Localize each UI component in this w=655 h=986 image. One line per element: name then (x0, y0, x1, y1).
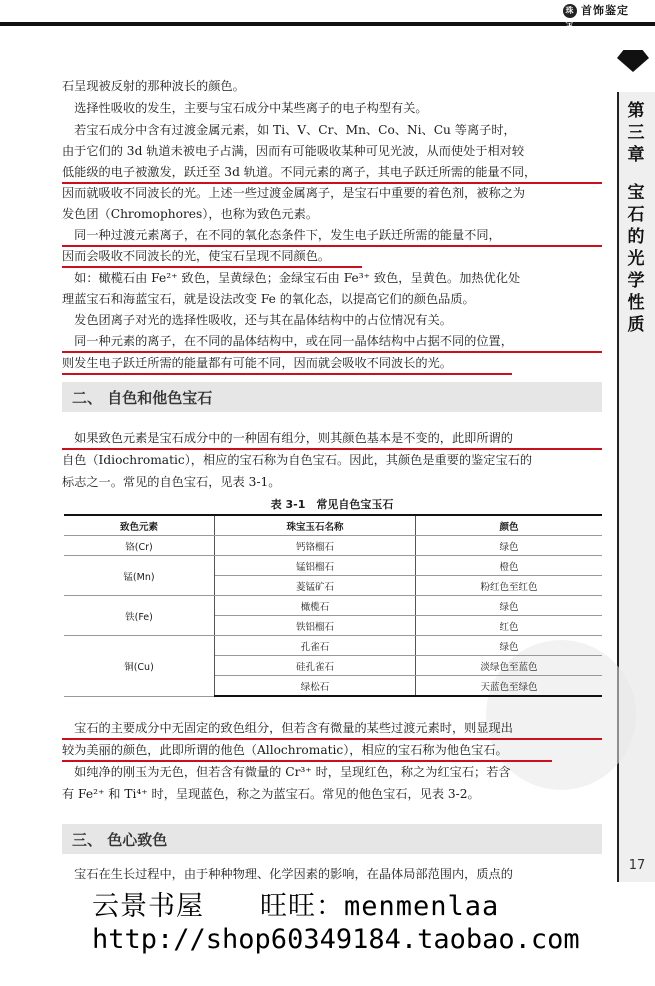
text-line: 发色团（Chromophores），也称为致色元素。 (62, 207, 319, 221)
gem-icon-top (617, 50, 649, 58)
table-cell: 铁铝榴石 (215, 616, 416, 636)
table-cell: 铁(Fe) (64, 596, 215, 636)
footer-shop-url: http://shop60349184.taobao.com (92, 924, 580, 955)
text-line: 理蓝宝石和海蓝宝石，就是设法改变 Fe 的氧化态，以提高它们的颜色品质。 (62, 292, 475, 306)
table-cell: 绿色 (416, 636, 603, 656)
table-header: 珠宝玉石名称 (215, 515, 416, 536)
table-row (64, 596, 602, 616)
table-cell: 铜(Cu) (64, 636, 215, 697)
text-line-highlighted: 如果致色元素是宝石成分中的一种固有组分，则其颜色基本是不变的，此即所谓的 (62, 428, 602, 450)
section-title: 三、 色心致色 (72, 831, 168, 849)
table-cell: 粉红色至红色 (416, 576, 603, 596)
text-line: 如纯净的刚玉为无色，但若含有微量的 Cr³⁺ 时，呈现红色，称之为红宝石；若含 (62, 765, 511, 779)
text-line-highlighted: 因而会吸收不同波长的光，使宝石呈现不同颜色。 (62, 246, 362, 268)
table-cell: 铬(Cr) (64, 536, 215, 556)
section-heading-3 (62, 824, 602, 854)
text-line: 因而就吸收不同波长的光。上述一些过渡金属离子，是宝石中重要的着色剂，被称之为 (62, 186, 526, 200)
text-line: 石呈现被反射的那种波长的颜色。 (62, 79, 245, 93)
chapter-title (621, 100, 651, 336)
text-line: 有 Fe²⁺ 和 Ti⁴⁺ 时，呈现蓝色，称之为蓝宝石。常见的他色宝石，见表 3-2。 (62, 787, 480, 801)
title-char: 性 (627, 293, 645, 313)
text-line-highlighted: 则发生电子跃迁所需的能量都有可能不同，因而就会吸收不同波长的光。 (62, 353, 512, 375)
title-char: 质 (627, 315, 645, 335)
text-line: 如：橄榄石由 Fe²⁺ 致色，呈黄绿色；金绿宝石由 Fe³⁺ 致色，呈黄色。加热优化处 (62, 271, 521, 285)
table-cell: 钙铬榴石 (215, 536, 416, 556)
table-cell: 硅孔雀石 (215, 656, 416, 676)
page-number: 17 (628, 858, 646, 873)
table-row (64, 556, 602, 576)
table-cell: 锰(Mn) (64, 556, 215, 596)
text-line-highlighted: 较为美丽的颜色，此即所谓的他色（Allochromatic），相应的宝石称为他色宝石。 (62, 740, 552, 762)
table-cell: 天蓝色至绿色 (416, 676, 603, 697)
text-line-highlighted: 同一种过渡元素离子，在不同的氧化态条件下，发生电子跃迁所需的能量不同， (62, 225, 602, 247)
text-line-highlighted: 宝石的主要成分中无固定的致色组分，但若含有微量的某些过渡元素时，则显现出 (62, 718, 602, 740)
table-cell: 淡绿色至蓝色 (416, 656, 603, 676)
footer-shop-name: 云景书屋 旺旺：menmenlaa (92, 891, 500, 922)
chapter-char: 第 (627, 101, 645, 121)
text-line-highlighted: 低能级的电子被激发，跃迁至 3d 轨道。不同元素的离子，其电子跃迁所需的能量不同， (62, 162, 602, 184)
title-char: 光 (627, 249, 645, 269)
title-char: 学 (627, 271, 645, 291)
section-heading-2 (62, 382, 602, 412)
title-char: 宝 (627, 183, 645, 203)
text-line: 由于它们的 3d 轨道未被电子占满，因而有可能吸收某种可见光波，从而使处于相对较 (62, 144, 525, 158)
title-char: 石 (627, 205, 645, 225)
text-line: 发色团离子对光的选择性吸收，还与其在晶体结构中的占位情况有关。 (62, 313, 452, 327)
table-row (64, 636, 602, 656)
table-cell: 橙色 (416, 556, 603, 576)
page-header (0, 0, 655, 29)
table-cell: 橄榄石 (215, 596, 416, 616)
title-char: 的 (627, 227, 645, 247)
table-header-row (64, 515, 602, 536)
table-header: 致色元素 (64, 515, 215, 536)
table-cell: 菱锰矿石 (215, 576, 416, 596)
chapter-char: 三 (627, 123, 645, 143)
text-line: 自色（Idiochromatic），相应的宝石称为自色宝石。因此，其颜色是重要的鉴定宝石的 (62, 453, 533, 467)
table-cell: 锰铝榴石 (215, 556, 416, 576)
table-cell: 绿松石 (215, 676, 416, 697)
text-line: 标志之一。常见的自色宝石，见表 3-1。 (62, 475, 281, 489)
gem-table (64, 514, 602, 697)
table-row (64, 536, 602, 556)
gem-icon (617, 58, 649, 72)
table-caption: 表 3-1 常见自色宝玉石 (270, 498, 394, 511)
text-line: 宝石在生长过程中，由于种种物理、化学因素的影响，在晶体局部范围内，质点的 (62, 867, 513, 881)
table-cell: 孔雀石 (215, 636, 416, 656)
table-cell: 绿色 (416, 596, 603, 616)
table-header: 颜色 (416, 515, 603, 536)
header-title-text: 首饰鉴定 (581, 4, 629, 17)
chapter-char: 章 (627, 145, 645, 165)
text-line: 若宝石成分中含有过渡金属元素，如 Ti、V、Cr、Mn、Co、Ni、Cu 等离子时， (62, 123, 516, 137)
section-title: 二、 自色和他色宝石 (72, 389, 213, 407)
text-line: 选择性吸收的发生，主要与宝石成分中某些离子的电子构型有关。 (62, 101, 428, 115)
running-title (563, 2, 629, 29)
table-cell: 红色 (416, 616, 603, 636)
text-line-highlighted: 同一种元素的离子，在不同的晶体结构中，或在同一晶体结构中占据不同的位置， (62, 331, 602, 353)
table-cell: 绿色 (416, 536, 603, 556)
header-badge: 珠宝 (563, 4, 577, 18)
